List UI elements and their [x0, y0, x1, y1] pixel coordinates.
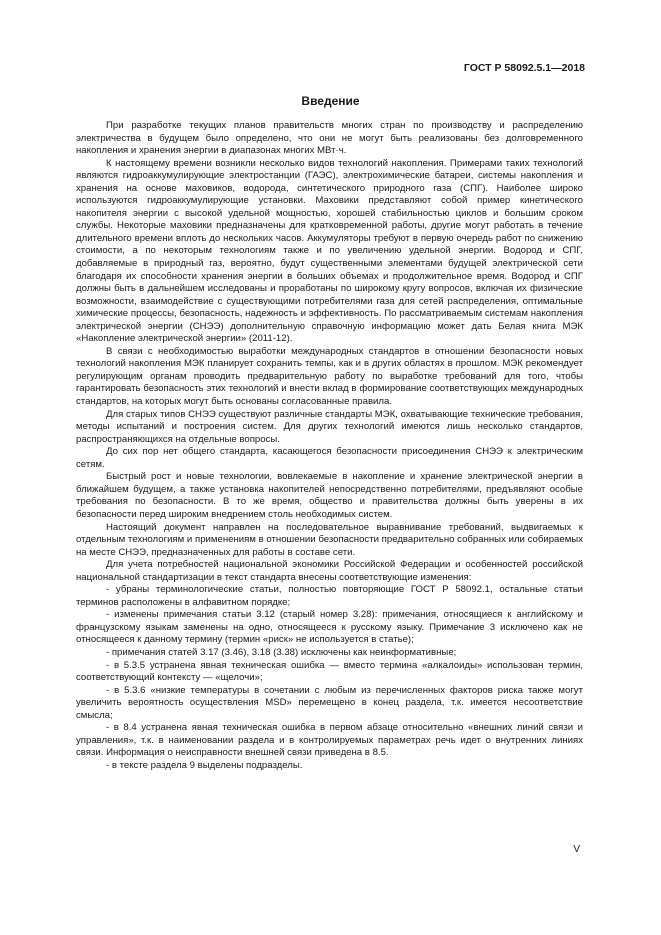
paragraph: Настоящий документ направлен на последовательное выравнивание требований, выдвигаемых к отдельным технологиям и применениям в отношении безопасности предварительно собранных или собираемых на месте СНЭЭ, предназначенных для работы в составе сети.	[76, 521, 583, 558]
page-number: V	[573, 844, 580, 855]
paragraph: Для учета потребностей национальной экономики Российской Федерации и особенностей российской национальной стандартизации в текст стандарта внесены соответствующие изменения:	[76, 559, 583, 583]
paragraph: До сих пор нет общего стандарта, касающегося безопасности присоединения СНЭЭ к электрическим сетям.	[76, 446, 583, 470]
list-item: - изменены примечания статьи 3.12 (старый номер 3.28): примечания, относящиеся к английскому и французскому языкам заменены на одно, относящееся к русскому языку. Примечание 3 исключено как не относящееся к данному термину (термин «риск» не используется в статье);	[76, 609, 583, 646]
section-title: Введение	[301, 94, 360, 108]
paragraph: При разработке текущих планов правительств многих стран по производству и распределению электричества в будущем было определено, что они не могут быть реализованы без долговременного накопления и хранения энергии в диапазонах многих МВт·ч.	[76, 120, 583, 157]
paragraph: Для старых типов СНЭЭ существуют различные стандарты МЭК, охватывающие технические требования, методы испытаний и построения систем. Для других технологий имеются лишь несколько стандартов, распространяющихся на отдельные вопросы.	[76, 408, 583, 445]
paragraph: В связи с необходимостью выработки международных стандартов в отношении безопасности новых технологий накопления МЭК планирует сохранить темпы, как и в других областях в прошлом. МЭК рекомендует регулирующим органам проводить предварительную работу по выработке требований для того, чтобы гарантировать безопасность этих технологий и внести вклад в формирование соответствующих международных стандартов, на которых могут быть основаны согласованные правила.	[76, 345, 583, 408]
paragraph: К настоящему времени возникли несколько видов технологий накопления. Примерами таких технологий являются гидроаккумулирующие электростанции (ГАЭС), электрохимические батареи, системы накопления и хранения на основе маховиков, водорода, синтетического природного газа (СПГ). Наиболее широко используются гидроаккумулирующие установки. Маховики представляют собой пример кинетического накопителя энергии с высокой удельной мощностью, хорошей стабильностью циклов и большим сроком службы. Некоторые маховики предназначены для кратковременной работы, другие могут работать в течение длительного времени вплоть до нескольких часов. Аккумуляторы требуют в первую очередь работ по снижению стоимости, а по некоторым технологиям также и по увеличению удельной энергии. Водород и СПГ, добавляемые в природный газ, вероятно, будут существенными элементами будущей электрической сети благодаря их способности хранения энергии в больших объемах и продолжительное время. Водород и СПГ должны быть в дальнейшем исследованы и проработаны по широкому кругу вопросов, включая их физические возможности, взаимодействие с существующими потребителями газа для сетей распределения, оптимальные химические процессы, безопасность, надежность и эффективность. По рассматриваемым системам накопления электрической энергии (СНЭЭ) дополнительную справочную информацию может дать Белая книга МЭК «Накопление электрической энергии» (2011-12).	[76, 157, 583, 345]
list-item: - примечания статей 3.17 (3.46), 3.18 (3.38) исключены как неинформативные;	[106, 646, 457, 658]
list-item: - убраны терминологические статьи, полностью повторяющие ГОСТ Р 58092.1, остальные статьи терминов расположены в алфавитном порядке;	[76, 584, 583, 608]
list-item: - в тексте раздела 9 выделены подразделы.	[106, 759, 303, 771]
paragraph: Быстрый рост и новые технологии, вовлекаемые в накопление и хранение электрической энергии в ближайшем будущем, а также установка накопителей непосредственно потребителями, предъявляют особые требования по безопасности. В то же время, общество и правительства должны быть уверены в их безопасности перед широким внедрением столь необходимых систем.	[76, 471, 583, 520]
body-text	[76, 120, 583, 772]
list-item: - в 5.3.5 устранена явная техническая ошибка — вместо термина «алкалоиды» использован термин, соответствующий контексту — «щелочи»;	[76, 659, 583, 684]
standard-code-header: ГОСТ Р 58092.5.1—2018	[463, 62, 585, 74]
list-item: - в 8.4 устранена явная техническая ошибка в первом абзаце относительно «внешних линий связи и управления», т.к. в наименовании раздела и в контролируемых параметрах речь идет о внутренних линиях связи. Информация о неисправности внешней связи приведена в 8.5.	[76, 722, 583, 759]
list-item: - в 5.3.6 «низкие температуры в сочетании с любым из перечисленных факторов риска также могут увеличить вероятность осуществления MSD» перемещено в конец раздела, т.к. имеется несоответствие смысла;	[76, 684, 583, 721]
